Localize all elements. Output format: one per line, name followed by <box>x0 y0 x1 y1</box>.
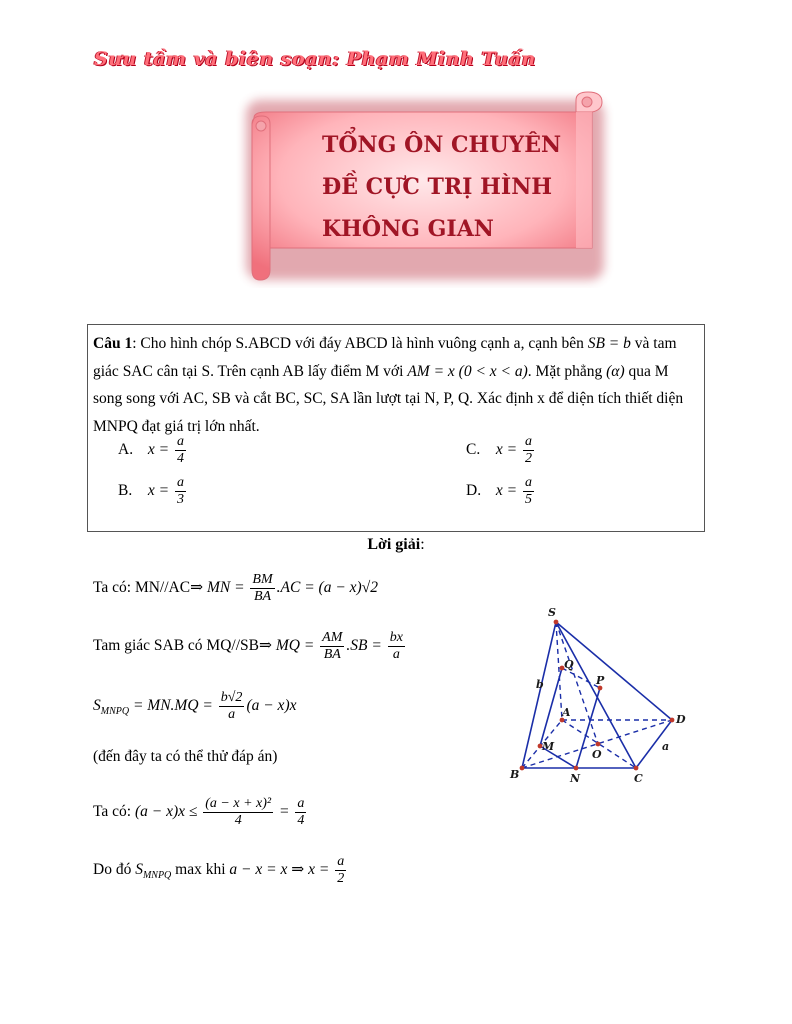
edge-sd <box>556 622 672 720</box>
l6-expr: a − x = x ⇒ x = <box>229 861 330 879</box>
solution-line-4: (đến đây ta có thể thử đáp án) <box>93 748 278 765</box>
math-alpha: (α) <box>606 362 625 380</box>
l1-text: Ta có: MN//AC <box>93 579 191 597</box>
question-text-4: qua M song song với AC, SB và cắt BC, SC, SA lần lượt tại N, P, Q. Xác định x để diện tích thiết diện MNPQ đạt giá trị lớn nhất. <box>93 362 684 435</box>
solution-line-6 <box>93 854 348 887</box>
title-line-1: TỔNG ÔN CHUYÊN <box>322 132 562 158</box>
l6-num: a <box>337 854 345 869</box>
solution-line-3 <box>93 690 296 723</box>
l5-eq: = <box>278 803 290 821</box>
sec-qp <box>562 668 600 688</box>
l2-lhs: MQ = <box>275 637 315 655</box>
option-c-num: a <box>524 434 532 449</box>
header-author-line: Sưu tầm và biên soạn: Phạm Minh Tuấn <box>94 48 536 70</box>
l2-mid: .SB = <box>346 637 382 655</box>
l2-text: Tam giác SAB có MQ//SB <box>93 637 259 655</box>
option-c[interactable] <box>466 434 536 467</box>
math-sb: SB = b <box>587 335 631 352</box>
l5-den2: 4 <box>297 813 305 828</box>
question-text <box>93 330 698 440</box>
l1-rhs: .AC = (a − x)√2 <box>276 579 378 597</box>
label-c: C <box>634 772 643 785</box>
edge-sc <box>556 622 636 768</box>
label-n: N <box>570 772 581 785</box>
option-a[interactable] <box>118 434 188 467</box>
label-b-point: B <box>510 768 520 781</box>
l1-arrow: ⇒ <box>190 579 204 597</box>
option-d-label: D. <box>466 482 482 500</box>
l1-num: BM <box>252 572 273 587</box>
option-b-den: 3 <box>176 492 184 507</box>
l2-den2: a <box>392 647 400 662</box>
option-c-lhs: x = <box>495 441 518 459</box>
label-o: O <box>592 748 602 761</box>
l5-num: (a − x + x)² <box>205 796 272 811</box>
l2-num: AM <box>322 630 343 645</box>
question-text-1: : Cho hình chóp S.ABCD với đáy ABCD là hình vuông cạnh a, cạnh bên <box>132 335 588 352</box>
l6-s: S <box>135 861 143 879</box>
solution-title-colon: : <box>420 536 425 553</box>
label-b: b <box>536 678 544 691</box>
option-c-label: C. <box>466 441 481 459</box>
title-line-2: ĐỀ CỰC TRỊ HÌNH <box>322 174 553 200</box>
pyramid-svg <box>500 600 700 800</box>
option-b[interactable] <box>118 475 188 508</box>
solution-title-text: Lời giải <box>367 536 421 553</box>
option-d-lhs: x = <box>495 482 518 500</box>
l5-num2: a <box>297 796 305 811</box>
option-d[interactable] <box>466 475 536 508</box>
question-text-3: . Mặt phẳng <box>527 362 607 380</box>
label-d: D <box>676 713 686 726</box>
l3-mid: = MN.MQ = <box>132 697 213 715</box>
l3-sub: MNPQ <box>100 706 130 718</box>
label-q: Q <box>564 658 574 671</box>
label-a-point: A <box>562 706 571 719</box>
option-d-num: a <box>524 475 532 490</box>
l2-den: BA <box>323 647 341 662</box>
label-s: S <box>548 606 556 619</box>
option-a-den: 4 <box>176 451 184 466</box>
l3-s: S <box>93 697 101 715</box>
option-d-den: 5 <box>524 492 532 507</box>
option-a-num: a <box>176 434 184 449</box>
solution-line-1 <box>93 572 378 605</box>
l6-mid: max khi <box>175 861 226 879</box>
l5-den: 4 <box>234 813 242 828</box>
l5-text: Ta có: <box>93 803 132 821</box>
solution-line-2 <box>93 630 407 663</box>
pyramid-figure <box>500 600 700 800</box>
l3-den: a <box>228 707 236 722</box>
l6-den: 2 <box>337 871 345 886</box>
option-b-lhs: x = <box>147 482 170 500</box>
l5-lhs: (a − x)x ≤ <box>134 803 198 821</box>
option-b-label: B. <box>118 482 133 500</box>
solution-line-5 <box>93 796 308 829</box>
math-range: (0 < x < a) <box>458 362 528 380</box>
l3-num: b√2 <box>220 690 243 705</box>
l6-sub: MNPQ <box>142 870 172 882</box>
math-am: AM = x <box>407 362 455 380</box>
l1-den: BA <box>253 589 272 604</box>
l1-lhs: MN = <box>206 579 245 597</box>
label-m: M <box>542 740 555 753</box>
question-text-2: và tam giác SAC cân tại S. Trên cạnh AB lấy điểm M với <box>93 335 677 380</box>
option-a-lhs: x = <box>147 441 170 459</box>
title-line-3: KHÔNG GIAN <box>322 216 494 242</box>
option-a-label: A. <box>118 441 134 459</box>
title-text <box>322 124 592 250</box>
label-a-side: a <box>662 740 670 753</box>
label-p: P <box>596 674 605 687</box>
option-b-num: a <box>176 475 184 490</box>
l2-arrow: ⇒ <box>258 637 272 655</box>
question-label: Câu 1 <box>93 335 133 352</box>
l3-rhs: (a − x)x <box>246 697 297 715</box>
solution-title <box>0 536 792 554</box>
option-c-den: 2 <box>524 451 532 466</box>
l6-text: Do đó <box>93 861 132 879</box>
l2-num2: bx <box>389 630 403 645</box>
